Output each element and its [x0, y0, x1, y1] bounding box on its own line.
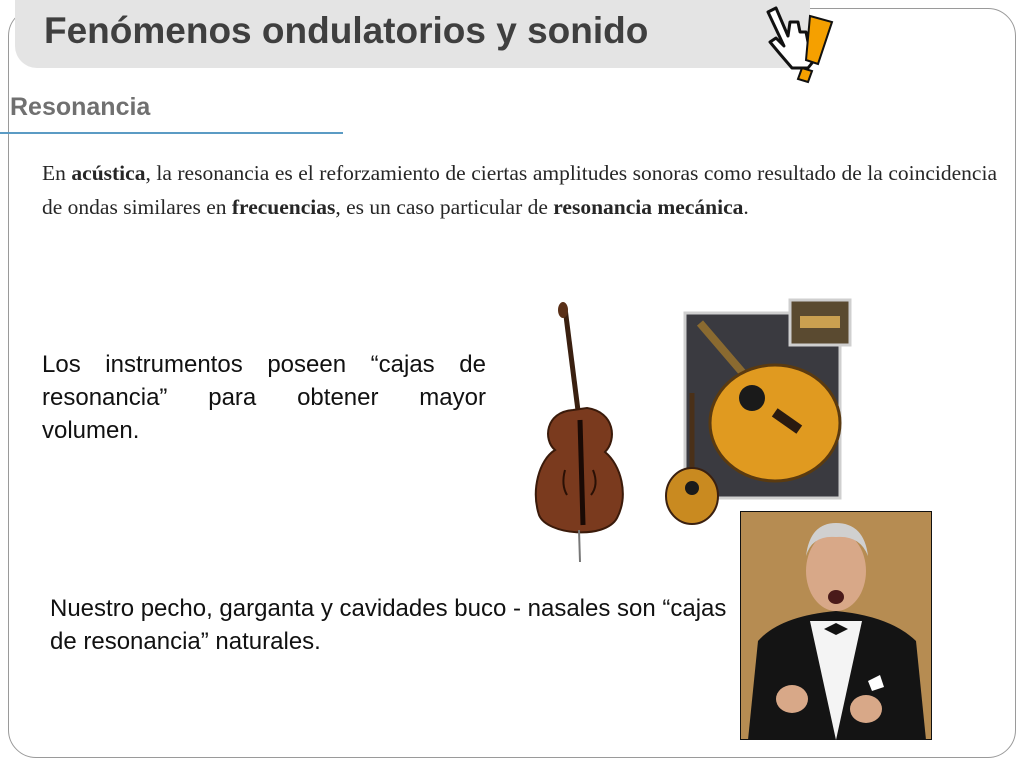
guitars-image — [660, 298, 855, 528]
resonance-definition: En acústica, la resonancia es el reforzamiento de ciertas amplitudes sonoras como resultado de la coincidencia de ondas similares en frecuencias, es un caso particular de resonancia mecánica. — [42, 161, 997, 219]
subtitle-underline — [0, 132, 343, 134]
section-subtitle: Resonancia — [10, 93, 151, 121]
term-frecuencias: frecuencias — [231, 195, 336, 219]
chest-text: Nuestro pecho, garganta y cavidades buco - nasales son “cajas de resonancia” naturales. — [50, 595, 727, 655]
slide-title: Fenómenos ondulatorios y sonido — [44, 10, 649, 51]
singer-photo — [740, 511, 932, 740]
term-acustica: acústica — [71, 161, 146, 185]
double-bass-image — [525, 300, 635, 565]
instruments-text: Los instrumentos poseen “cajas de resonancia” para obtener mayor volumen. — [42, 351, 486, 444]
pointing-hand-exclamation-icon — [760, 2, 840, 86]
term-resonancia-mecanica: resonancia mecánica — [553, 195, 744, 219]
